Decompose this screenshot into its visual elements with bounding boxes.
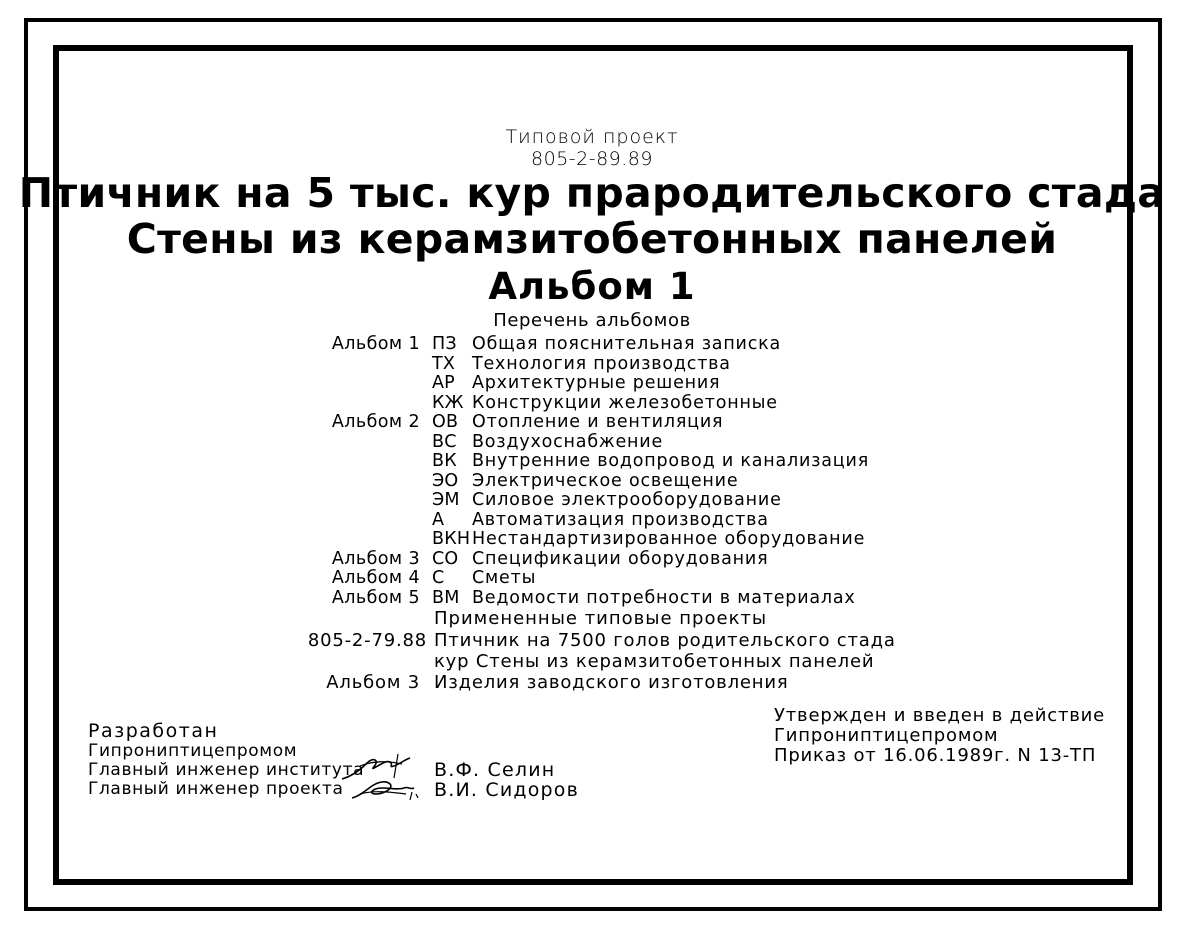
album-code: АР xyxy=(432,373,455,393)
album-list-heading: Перечень альбомов xyxy=(493,310,691,331)
album-list-row xyxy=(280,373,920,393)
album-section-name: Отопление и вентиляция xyxy=(472,412,724,432)
album-volume: Альбом 5 xyxy=(331,587,420,608)
project-engineer-name: В.И. Сидоров xyxy=(434,779,580,801)
album-section-name: Воздухоснабжение xyxy=(472,431,664,452)
document-title-line-1: Птичник на 5 тыс. кур прародительского стада xyxy=(18,169,1166,217)
project-type-label: Типовой проект xyxy=(505,126,679,148)
applied-project-album: Альбом 3 xyxy=(326,672,420,693)
album-code: ЭО xyxy=(432,470,459,491)
album-volume: Альбом 1 xyxy=(331,334,420,354)
album-code: ВС xyxy=(432,431,457,452)
album-section-name: Технология производства xyxy=(472,353,731,374)
album-section-name: Внутренние водопровод и канализация xyxy=(472,451,870,471)
album-list xyxy=(280,334,920,607)
album-section-name: Силовое электрооборудование xyxy=(472,490,782,510)
album-section-name: Конструкции железобетонные xyxy=(472,392,778,413)
album-list-row xyxy=(280,471,920,491)
album-code: ВМ xyxy=(432,587,460,608)
applied-project-text-2: кур Стены из керамзитобетонных панелей xyxy=(434,651,875,672)
signature-project-engineer xyxy=(350,776,422,804)
applied-projects-heading: Примененные типовые проекты xyxy=(434,608,768,629)
album-list-row xyxy=(280,334,920,354)
institute-engineer-name: В.Ф. Селин xyxy=(434,759,556,781)
album-list-row xyxy=(280,432,920,452)
album-volume: Альбом 2 xyxy=(331,412,420,432)
applied-project-text-3: Изделия заводского изготовления xyxy=(434,672,789,693)
album-list-row xyxy=(280,549,920,569)
album-section-name: Автоматизация производства xyxy=(472,509,769,530)
album-volume: Альбом 3 xyxy=(331,548,420,569)
approval-organization: Гипрониптицепромом xyxy=(774,725,999,746)
album-list-row xyxy=(280,510,920,530)
approval-line-1: Утвержден и введен в действие xyxy=(774,705,1106,726)
album-code: ЭМ xyxy=(432,490,460,510)
album-section-name: Спецификации оборудования xyxy=(472,548,769,569)
album-list-row xyxy=(280,529,920,549)
album-code: ПЗ xyxy=(432,334,457,354)
album-code: СО xyxy=(432,548,459,569)
album-code: ВК xyxy=(432,451,457,471)
album-code: ОВ xyxy=(432,412,459,432)
developer-organization: Гипрониптицепромом xyxy=(88,741,298,761)
applied-project-text-1: Птичник на 7500 голов родительского стада xyxy=(434,630,896,651)
album-section-name: Нестандартизированное оборудование xyxy=(472,529,866,549)
album-title: Альбом 1 xyxy=(488,265,696,308)
album-code: А xyxy=(432,509,445,530)
album-section-name: Сметы xyxy=(472,568,537,588)
document-title-line-2: Стены из керамзитобетонных панелей xyxy=(126,215,1058,263)
album-section-name: Архитектурные решения xyxy=(472,373,721,393)
chief-engineer-institute-label: Главный инженер института xyxy=(88,760,365,780)
album-list-row xyxy=(280,588,920,608)
album-volume: Альбом 4 xyxy=(331,568,420,588)
developer-label: Разработан xyxy=(88,720,219,742)
album-list-row xyxy=(280,490,920,510)
album-section-name: Электрическое освещение xyxy=(472,470,739,491)
album-list-row xyxy=(280,412,920,432)
project-code: 805-2-89.89 xyxy=(531,148,653,170)
chief-engineer-project-label: Главный инженер проекта xyxy=(88,779,344,799)
album-list-row xyxy=(280,451,920,471)
applied-project-code: 805-2-79.88 xyxy=(307,630,427,651)
album-list-row xyxy=(280,393,920,413)
approval-order: Приказ от 16.06.1989г. N 13-ТП xyxy=(774,745,1097,766)
album-section-name: Ведомости потребности в материалах xyxy=(472,587,856,608)
album-list-row xyxy=(280,568,920,588)
album-code: ТХ xyxy=(432,353,456,374)
album-code: ВКН xyxy=(432,529,471,549)
album-list-row xyxy=(280,354,920,374)
album-section-name: Общая пояснительная записка xyxy=(472,334,782,354)
album-code: КЖ xyxy=(432,392,464,413)
album-code: С xyxy=(432,568,445,588)
